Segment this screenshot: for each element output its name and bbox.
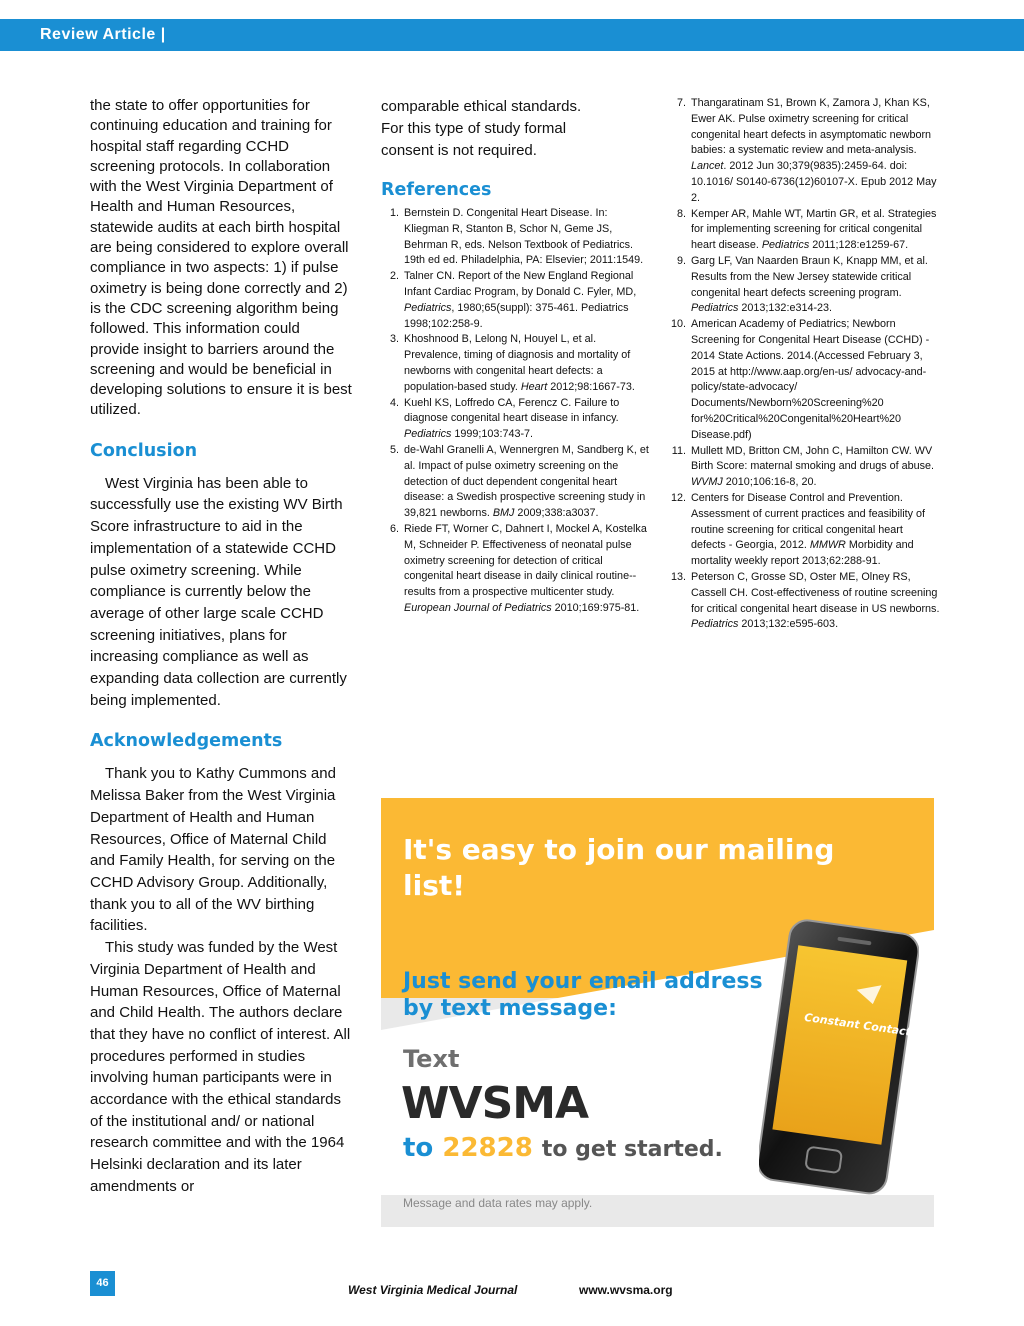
reference-citation: de-Wahl Granelli A, Wennergren M, Sandberg K, et al. Impact of pulse oximetry screening on the detection of duct dependent congenital heart disease: a Swedish prospective screening study in 39,821 newborns.: [404, 443, 649, 520]
reference-journal: Pediatrics: [691, 302, 739, 315]
reference-citation: American Academy of Pediatrics; Newborn Screening for Congenital Heart Disease (CCHD) - 2014 State Actions. 2014.(Accessed February 3, 2015 at http://www.aap.org/en-us/ advocacy-and-policy/state-advocacy/ Documents/Newborn%20Screening%20 for%20Critical%20Congenital%20Heart%20 Disease.pdf): [691, 318, 930, 441]
reference-number: 13.: [670, 570, 686, 583]
reference-journal: European Journal of Pediatrics: [404, 601, 552, 614]
reference-text: [404, 332, 649, 395]
journal-name: West Virginia Medical Journal: [348, 1283, 518, 1297]
section-banner: [0, 19, 1024, 51]
reference-item: [664, 207, 940, 254]
reference-journal: BMJ: [492, 507, 515, 520]
reference-citation: Talner CN. Report of the New England Regional Infant Cardiac Program, by Donald C. Fyler, MD,: [404, 270, 637, 298]
smartphone-icon: [759, 918, 919, 1198]
reference-item: [381, 396, 649, 443]
reference-text: [691, 491, 940, 570]
reference-item: [664, 570, 940, 633]
reference-citation: Peterson C, Grosse SD, Oster ME, Olney RS, Cassell CH. Cost-effectiveness of routine screening for critical congenital heart disease in US newborns.: [691, 570, 940, 615]
ad-number-line: [403, 1133, 723, 1163]
ad-to-label: to: [403, 1133, 434, 1163]
reference-text: [691, 444, 940, 491]
reference-number: 10.: [670, 318, 686, 331]
reference-text: [404, 396, 649, 443]
journal-website[interactable]: www.wvsma.org: [579, 1283, 673, 1297]
reference-number: 7.: [676, 97, 686, 109]
reference-text: [691, 317, 940, 443]
reference-number: 4.: [389, 396, 399, 409]
reference-item: [664, 317, 940, 443]
reference-details: 2009;338:a3037.: [514, 507, 599, 520]
reference-item: [664, 444, 940, 491]
paragraph-intro: the state to offer opportunities for continuing education and training for hospital staff regarding CCHD screening protocols. In collaboration with the West Virginia Department of Health and Human Resources, statewide audits at each birth hospital are being considered to explore overall compliance in two aspects: 1) if pulse oximetry is being done correctly and 2) is the CDC screening algorithm being followed. This information could provide insight to barriers around the screening and would be beneficial in developing solutions to ensure it is best utilized.: [90, 97, 352, 419]
reference-item: [381, 443, 649, 522]
ad-text-label: Text: [403, 1045, 460, 1073]
references-list-a: [381, 206, 649, 617]
reference-journal: Pediatrics: [691, 618, 739, 631]
reference-text: [404, 522, 649, 617]
reference-text: [691, 207, 940, 254]
conclusion-paragraph: West Virginia has been able to successfully use the existing WV Birth Score infrastructure to aid in the implementation of a statewide CCHD pulse oximetry screening. While compliance is currently below the average of other large scale CCHD screening initiatives, plans for increasing compliance as well as expanding data collection are currently being implemented.: [90, 474, 347, 709]
reference-citation: Mullett MD, Britton CM, John C, Hamilton CW. WV Birth Score: maternal smoking and drugs of abuse.: [691, 444, 935, 473]
reference-citation: Kuehl KS, Loffredo CA, Ferencz C. Failure to diagnose congenital heart disease in infancy.: [404, 396, 620, 425]
reference-number: 1.: [389, 207, 399, 219]
reference-number: 6.: [389, 522, 399, 535]
reference-details: 2013;132:e314-23.: [738, 302, 833, 315]
text-column-3: [664, 96, 940, 633]
mailing-list-ad[interactable]: [381, 798, 934, 1227]
reference-journal: Pediatrics: [404, 301, 452, 314]
reference-item: [381, 269, 649, 332]
reference-journal: WVMJ: [691, 476, 723, 489]
reference-text: [691, 570, 940, 633]
ad-keyword: WVSMA: [401, 1078, 589, 1129]
reference-journal: Lancet: [691, 160, 724, 173]
reference-citation: Kemper AR, Mahle WT, Martin GR, et al. Strategies for implementing screening for critical congenital heart disease.: [691, 207, 937, 252]
paragraph-continued: comparable ethical standards. For this type of study formal consent is not required.: [381, 98, 582, 159]
reference-number: 5.: [389, 443, 399, 456]
reference-details: 2013;132:e595-603.: [738, 618, 839, 631]
reference-citation: Riede FT, Worner C, Dahnert I, Mockel A, Kostelka M, Schneider P. Effectiveness of neonatal pulse oximetry screening for detection of critical congenital heart disease in daily clinical routine--results from a prospective multicenter study.: [404, 522, 647, 599]
acknowledgements-heading: Acknowledgements: [90, 731, 283, 752]
acknowledgements-paragraph-1: Thank you to Kathy Cummons and Melissa Baker from the West Virginia Department of Health and Human Resources, Office of Maternal Child and Family Health, for serving on the CCHD Advisory Group. Additionally, thank you to all of the WV birthing facilities.: [90, 765, 336, 935]
reference-text: [691, 96, 940, 207]
ad-subheadline: Just send your email address by text message:: [403, 969, 763, 1021]
reference-text: [404, 443, 649, 522]
references-list-b: [664, 96, 940, 633]
reference-item: [664, 254, 940, 317]
reference-details: 2010;106:16-8, 20.: [722, 476, 817, 489]
ad-tail: to get started.: [541, 1137, 723, 1162]
reference-item: [381, 332, 649, 395]
reference-number: 12.: [670, 491, 686, 504]
reference-item: [381, 522, 649, 617]
reference-details: 2011;128:e1259-67.: [809, 239, 909, 252]
reference-details: 2012;98:1667-73.: [547, 380, 635, 393]
reference-details: 2010;169:975-81.: [551, 601, 640, 614]
ad-short-code: 22828: [442, 1133, 533, 1163]
reference-number: 9.: [676, 254, 686, 267]
conclusion-heading: Conclusion: [90, 440, 198, 461]
section-label: Review Article |: [40, 26, 166, 43]
reference-citation: Bernstein D. Congenital Heart Disease. In: Kliegman R, Stanton B, Schor N, Geme JS, Behrman R, eds. Nelson Textbook of Pediatrics. 19th ed ed. Philadelphia, PA: Elsevier; 2011:1549.: [404, 207, 644, 267]
reference-number: 2.: [389, 270, 399, 283]
reference-text: [691, 254, 940, 317]
reference-citation: Thangaratinam S1, Brown K, Zamora J, Khan KS, Ewer AK. Pulse oximetry screening for critical congenital heart defects in asymptomatic newborn babies: a systematic review and meta-analysis.: [691, 97, 932, 157]
reference-journal: Pediatrics: [761, 239, 810, 252]
reference-number: 8.: [676, 207, 686, 220]
text-column-2: [381, 96, 649, 617]
reference-citation: Centers for Disease Control and Prevention. Assessment of current practices and feasibility of routine screening for critical congenital heart defects - Georgia, 2012.: [691, 491, 926, 552]
reference-item: [381, 206, 649, 269]
reference-details: 1999;103:743-7.: [451, 428, 534, 441]
reference-journal: Pediatrics: [404, 428, 452, 441]
reference-text: [404, 269, 649, 332]
reference-item: [664, 96, 940, 207]
phone-brand-text: Constant Contact: [803, 1010, 912, 1039]
reference-journal: Heart: [520, 380, 548, 393]
ad-headline: It's easy to join our mailing list!: [403, 833, 835, 902]
reference-number: 11.: [671, 444, 686, 457]
references-heading: References: [381, 180, 492, 200]
reference-journal: MMWR: [809, 539, 846, 552]
reference-details: , 1980;65(suppl): 375-461. Pediatrics 1998;102:258-9.: [404, 301, 629, 330]
text-column-1: [90, 96, 352, 1198]
reference-details: Morbidity and mortality weekly report 2013;62:288-91.: [691, 539, 914, 568]
reference-citation: Garg LF, Van Naarden Braun K, Knapp MM, et al. Results from the New Jersey statewide critical congenital heart defects screening program.: [691, 254, 928, 299]
reference-citation: Khoshnood B, Lelong N, Houyel L, et al. Prevalence, timing of diagnosis and mortality of newborns with congenital heart defects: a population-based study.: [404, 333, 631, 393]
reference-text: [404, 206, 649, 269]
page-number: 46: [90, 1271, 115, 1296]
ad-disclaimer: Message and data rates may apply.: [403, 1196, 593, 1210]
acknowledgements-paragraph-2: This study was funded by the West Virginia Department of Health and Human Resources, Office of Maternal and Child Health. The authors declare that they have no conflict of interest. All procedures performed in studies involving human participants were in accordance with the ethical standards of the institutional and/ or national research committee and with the 1964 Helsinki declaration and its later amendments or: [90, 939, 351, 1195]
reference-item: [664, 491, 940, 570]
reference-details: . 2012 Jun 30;379(9835):2459-64. doi: 10.1016/ S0140-6736(12)60107-X. Epub 2012 May 2.: [691, 160, 937, 204]
reference-number: 3.: [389, 333, 399, 346]
